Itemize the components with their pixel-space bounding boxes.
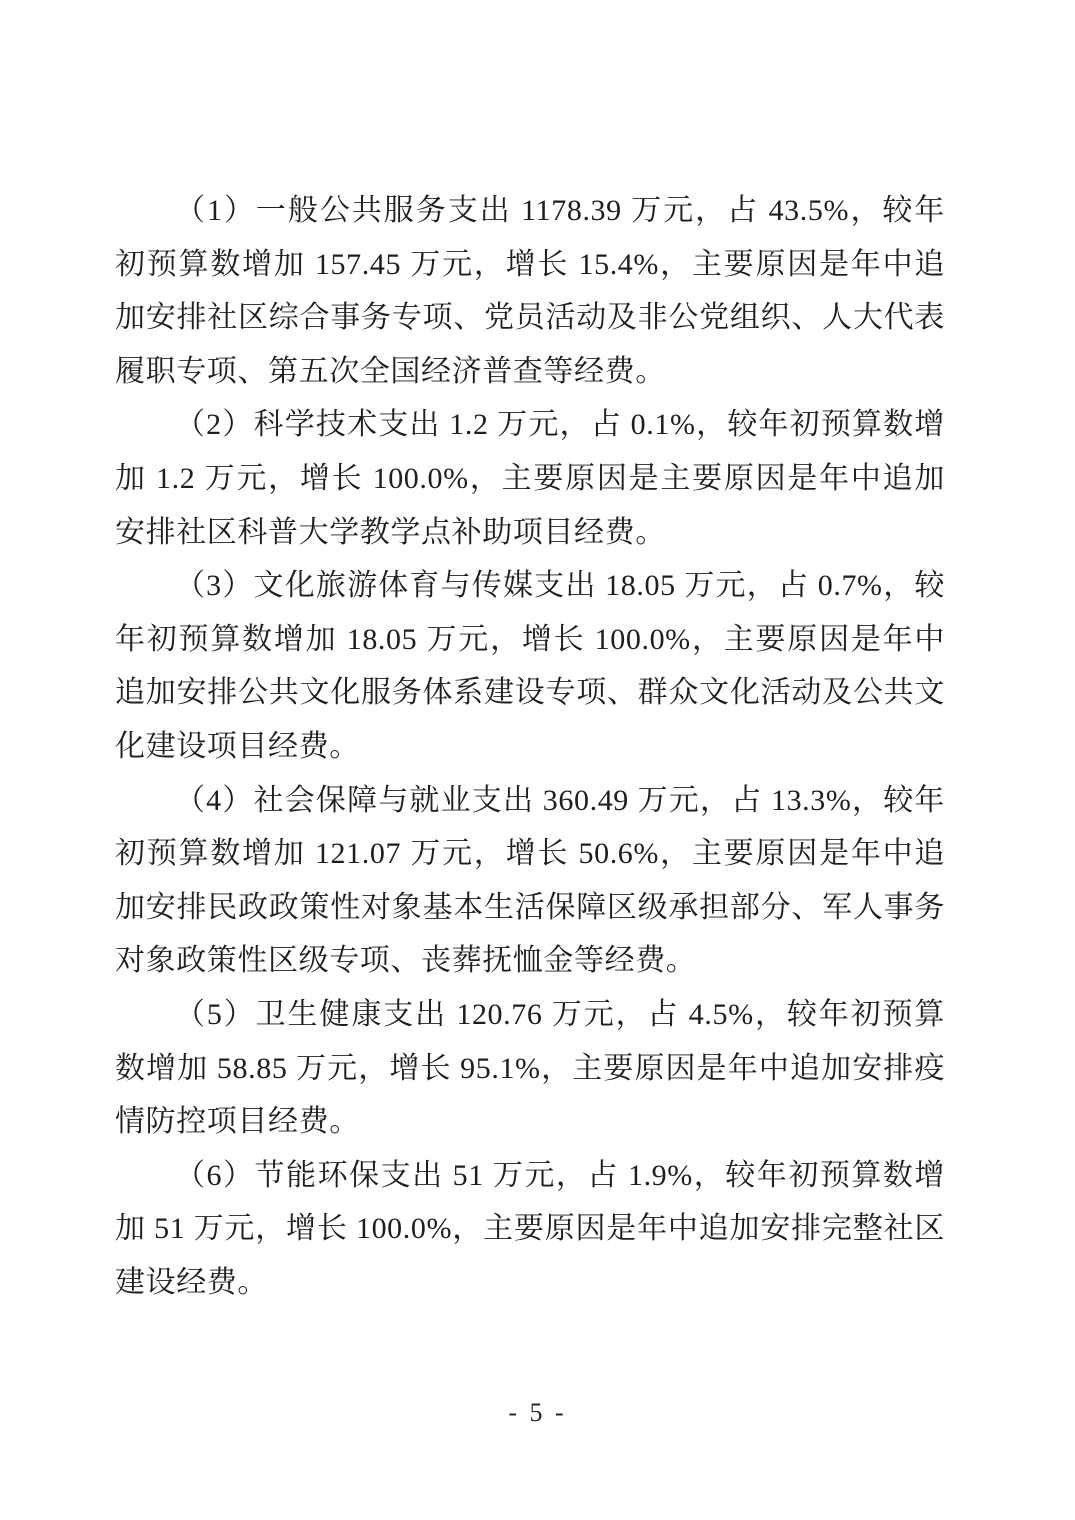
page-number: - 5 -: [508, 1398, 567, 1427]
paragraph-social-security-employment: （4）社会保障与就业支出 360.49 万元，占 13.3%，较年初预算数增加 121.07 万元，增长 50.6%，主要原因是年中追加安排民政政策性对象基本生活保障区级承担部分、军人事务对象政策性区级专项、丧葬抚恤金等经费。: [115, 783, 945, 978]
paragraph-science-technology: （2）科学技术支出 1.2 万元，占 0.1%，较年初预算数增加 1.2 万元，增长 100.0%，主要原因是主要原因是年中追加安排社区科普大学教学点补助项目经费。: [115, 408, 945, 549]
document-body: [115, 184, 945, 1309]
paragraph-general-public-services: （1）一般公共服务支出 1178.39 万元，占 43.5%，较年初预算数增加 157.45 万元，增长 15.4%，主要原因是年中追加安排社区综合事务专项、党员活动及非公党组织、人大代表履职专项、第五次全国经济普查等经费。: [115, 194, 945, 388]
paragraph-energy-conservation-environment: （6）节能环保支出 51 万元，占 1.9%，较年初预算数增加 51 万元，增长 100.0%，主要原因是年中追加安排完整社区建设经费。: [115, 1158, 945, 1299]
paragraph-health: （5）卫生健康支出 120.76 万元，占 4.5%，较年初预算数增加 58.85 万元，增长 95.1%，主要原因是年中追加安排疫情防控项目经费。: [115, 997, 945, 1139]
paragraph-culture-tourism-sports-media: （3）文化旅游体育与传媒支出 18.05 万元，占 0.7%，较年初预算数增加 18.05 万元，增长 100.0%，主要原因是年中追加安排公共文化服务体系建设专项、群众文化活动及公共文化建设项目经费。: [115, 569, 945, 763]
